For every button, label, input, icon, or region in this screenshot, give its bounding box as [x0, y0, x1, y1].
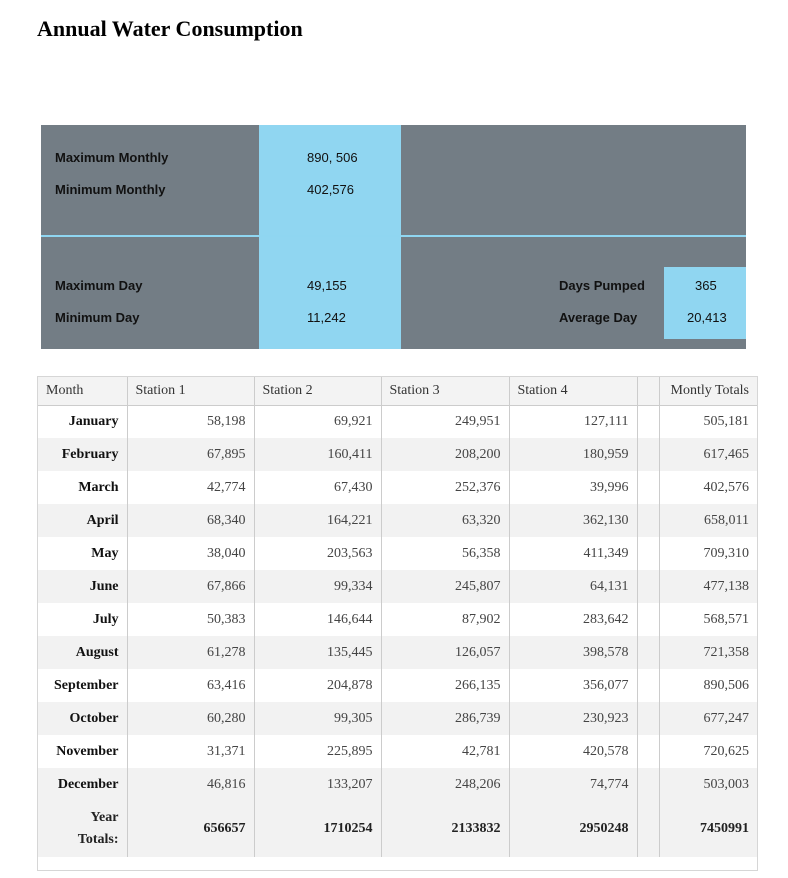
station-1-cell: 31,371: [127, 735, 254, 768]
station-1-cell: 63,416: [127, 669, 254, 702]
monthly-total-cell: 477,138: [659, 570, 757, 603]
table-row: [38, 504, 757, 537]
station-4-cell: 362,130: [509, 504, 637, 537]
station-4-cell: 411,349: [509, 537, 637, 570]
spacer-cell: [637, 570, 659, 603]
spacer-cell: [637, 669, 659, 702]
station-3-cell: 63,320: [381, 504, 509, 537]
month-cell: March: [38, 471, 127, 504]
totals-label-line2: Totals:: [77, 832, 119, 847]
month-cell: April: [38, 504, 127, 537]
month-cell: February: [38, 438, 127, 471]
month-cell: August: [38, 636, 127, 669]
min-monthly-value: 402,576: [307, 182, 354, 197]
average-day-label: Average Day: [559, 310, 638, 325]
monthly-total-cell: 721,358: [659, 636, 757, 669]
station-4-cell: 74,774: [509, 768, 637, 801]
spacer-cell: [637, 702, 659, 735]
total-station-2: 1710254: [254, 801, 381, 857]
station-2-cell: 204,878: [254, 669, 381, 702]
station-1-cell: 58,198: [127, 405, 254, 438]
month-cell: January: [38, 405, 127, 438]
days-pumped-label: Days Pumped: [559, 278, 645, 293]
table-row: [38, 636, 757, 669]
station-1-cell: 46,816: [127, 768, 254, 801]
month-cell: June: [38, 570, 127, 603]
station-3-cell: 42,781: [381, 735, 509, 768]
station-4-cell: 230,923: [509, 702, 637, 735]
monthly-total-cell: 568,571: [703, 611, 749, 627]
station-3-cell: 208,200: [381, 438, 509, 471]
total-grand: 7450991: [659, 801, 757, 857]
max-day-value: 49,155: [307, 278, 347, 293]
header-month: Month: [38, 377, 127, 405]
total-station-1: 656657: [127, 801, 254, 857]
header-monthly-totals: Montly Totals: [659, 377, 757, 405]
header-station-2: Station 2: [254, 377, 381, 405]
header-station-4: Station 4: [509, 377, 637, 405]
table-row: [38, 471, 757, 504]
station-3-cell: 252,376: [381, 471, 509, 504]
station-3-cell: 266,135: [381, 669, 509, 702]
table-row: [38, 537, 757, 570]
consumption-table-container: [37, 376, 758, 871]
header-station-3: Station 3: [381, 377, 509, 405]
total-station-3: 2133832: [381, 801, 509, 857]
table-row: [38, 669, 757, 702]
station-1-cell: 67,895: [127, 438, 254, 471]
station-2-cell: 99,334: [254, 570, 381, 603]
station-3-cell: 249,951: [381, 405, 509, 438]
spacer-cell: [637, 768, 659, 801]
spacer-cell: [637, 471, 659, 504]
monthly-total-cell: 503,003: [659, 768, 757, 801]
station-3-cell: 87,902: [381, 603, 509, 636]
spacer-cell: [637, 438, 659, 471]
spacer-cell: [637, 636, 659, 669]
station-3-cell: 245,807: [381, 570, 509, 603]
station-1-cell: 42,774: [127, 471, 254, 504]
monthly-total-cell: 720,625: [703, 743, 749, 759]
station-2-cell: 99,305: [254, 702, 381, 735]
station-4-cell: 398,578: [509, 636, 637, 669]
station-4-cell: 64,131: [509, 570, 637, 603]
station-4-cell: 180,959: [509, 438, 637, 471]
station-1-cell: 50,383: [127, 603, 254, 636]
station-1-cell: 61,278: [127, 636, 254, 669]
monthly-total-cell: 402,576: [703, 479, 749, 495]
min-monthly-label: Minimum Monthly: [55, 182, 166, 197]
total-spacer: [637, 801, 659, 857]
header-spacer: [637, 377, 659, 405]
header-station-1: Station 1: [127, 377, 254, 405]
page-title: Annual Water Consumption: [37, 16, 303, 41]
table-row: [38, 405, 757, 438]
days-pumped-value: 365: [695, 278, 717, 293]
spacer-cell: [637, 603, 659, 636]
station-2-cell: 69,921: [254, 405, 381, 438]
station-1-cell: 38,040: [127, 537, 254, 570]
station-2-cell: 133,207: [254, 768, 381, 801]
table-header-row: [38, 377, 757, 405]
monthly-total-cell: 505,181: [703, 413, 749, 429]
station-1-cell: 67,866: [127, 570, 254, 603]
station-3-cell: 126,057: [381, 636, 509, 669]
spacer-cell: [637, 735, 659, 768]
summary-panel: [41, 125, 746, 349]
monthly-total-cell: 890,506: [703, 677, 749, 693]
monthly-total-cell: 709,310: [703, 545, 749, 561]
station-1-cell: 68,340: [127, 504, 254, 537]
station-1-cell: 60,280: [127, 702, 254, 735]
station-3-cell: 248,206: [381, 768, 509, 801]
station-2-cell: 225,895: [254, 735, 381, 768]
monthly-total-cell: 658,011: [659, 504, 757, 537]
max-monthly-value: 890, 506: [307, 150, 358, 165]
station-4-cell: 39,996: [509, 471, 637, 504]
table-row: [38, 438, 757, 471]
table-row: [38, 603, 757, 636]
station-2-cell: 203,563: [254, 537, 381, 570]
spacer-cell: [637, 504, 659, 537]
station-4-cell: 420,578: [509, 735, 637, 768]
month-cell: December: [38, 768, 127, 801]
month-cell: November: [38, 735, 127, 768]
totals-label: [38, 801, 127, 857]
station-3-cell: 286,739: [381, 702, 509, 735]
station-2-cell: 135,445: [254, 636, 381, 669]
max-day-label: Maximum Day: [55, 278, 143, 293]
consumption-table: [38, 377, 757, 857]
average-day-value: 20,413: [687, 310, 727, 325]
station-3-cell: 56,358: [381, 537, 509, 570]
month-cell: July: [38, 603, 127, 636]
month-cell: October: [38, 702, 127, 735]
table-row: [38, 735, 757, 768]
max-monthly-label: Maximum Monthly: [55, 150, 169, 165]
table-row: [38, 702, 757, 735]
station-4-cell: 127,111: [509, 405, 637, 438]
total-station-4: 2950248: [509, 801, 637, 857]
station-4-cell: 283,642: [509, 603, 637, 636]
min-day-value: 11,242: [307, 310, 346, 325]
month-cell: September: [38, 669, 127, 702]
station-4-cell: 356,077: [509, 669, 637, 702]
station-2-cell: 146,644: [254, 603, 381, 636]
spacer-cell: [637, 537, 659, 570]
station-2-cell: 164,221: [254, 504, 381, 537]
monthly-total-cell: 677,247: [659, 702, 757, 735]
monthly-total-cell: 617,465: [659, 438, 757, 471]
min-day-label: Minimum Day: [55, 310, 140, 325]
station-2-cell: 67,430: [254, 471, 381, 504]
spacer-cell: [637, 405, 659, 438]
table-row: [38, 768, 757, 801]
station-2-cell: 160,411: [254, 438, 381, 471]
totals-row: [38, 801, 757, 857]
totals-label-line1: Year: [90, 810, 119, 825]
summary-divider: [41, 235, 746, 237]
month-cell: May: [38, 537, 127, 570]
table-row: [38, 570, 757, 603]
